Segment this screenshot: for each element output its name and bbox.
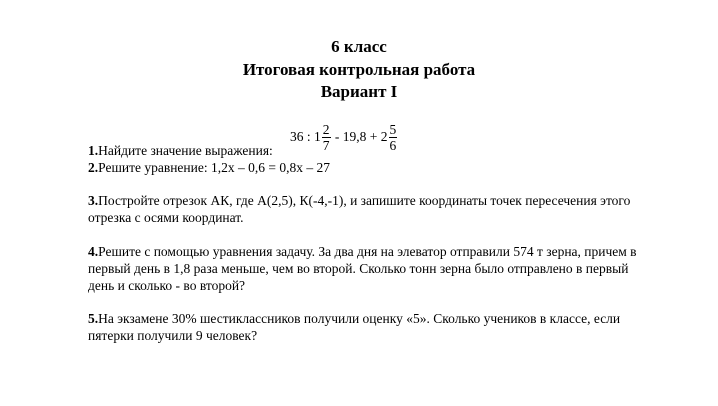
- task-5-number: 5.: [88, 311, 99, 326]
- page-title: Итоговая контрольная работа: [242, 60, 476, 79]
- task-1-number: 1.: [88, 143, 99, 158]
- fraction-2-denominator: 6: [389, 137, 397, 153]
- task-3-text: Постройте отрезок АК, где А(2,5), К(-4,-1), и запишите координаты точек пересечения этого отрезка с осями координат.: [88, 193, 631, 225]
- task-2: [88, 159, 648, 176]
- fraction-2-numerator: 5: [389, 121, 397, 137]
- task-4-number: 4.: [88, 244, 99, 259]
- task-3: [88, 192, 648, 226]
- task-5: [88, 310, 648, 344]
- task-4-text: Решите с помощью уравнения задачу. За два дня на элеватор отправили 574 т зерна, причем в первый день в 1,8 раза меньше, чем во второй. Сколько тонн зерна было отправлено в первый день и сколько - во второй?: [88, 244, 637, 293]
- task-5-text: На экзамене 30% шестиклассников получили оценку «5». Сколько учеников в классе, если пятерки получили 9 человек?: [88, 311, 621, 343]
- expression-part-1: 36 : 1: [290, 129, 321, 144]
- expression-part-2: - 19,8 + 2: [331, 129, 388, 144]
- fraction-1-numerator: 2: [322, 121, 330, 137]
- task-2-number: 2.: [88, 160, 99, 175]
- variant-heading: Вариант I: [320, 82, 398, 101]
- grade-heading: 6 класс: [331, 37, 387, 56]
- task-1: [88, 142, 648, 159]
- task-1-text: Найдите значение выражения:: [98, 143, 273, 158]
- fraction-1-denominator: 7: [322, 137, 330, 153]
- task-2-text: Решите уравнение: 1,2x – 0,6 = 0,8x – 27: [98, 160, 330, 175]
- task-4: [88, 243, 648, 294]
- task-3-number: 3.: [88, 193, 99, 208]
